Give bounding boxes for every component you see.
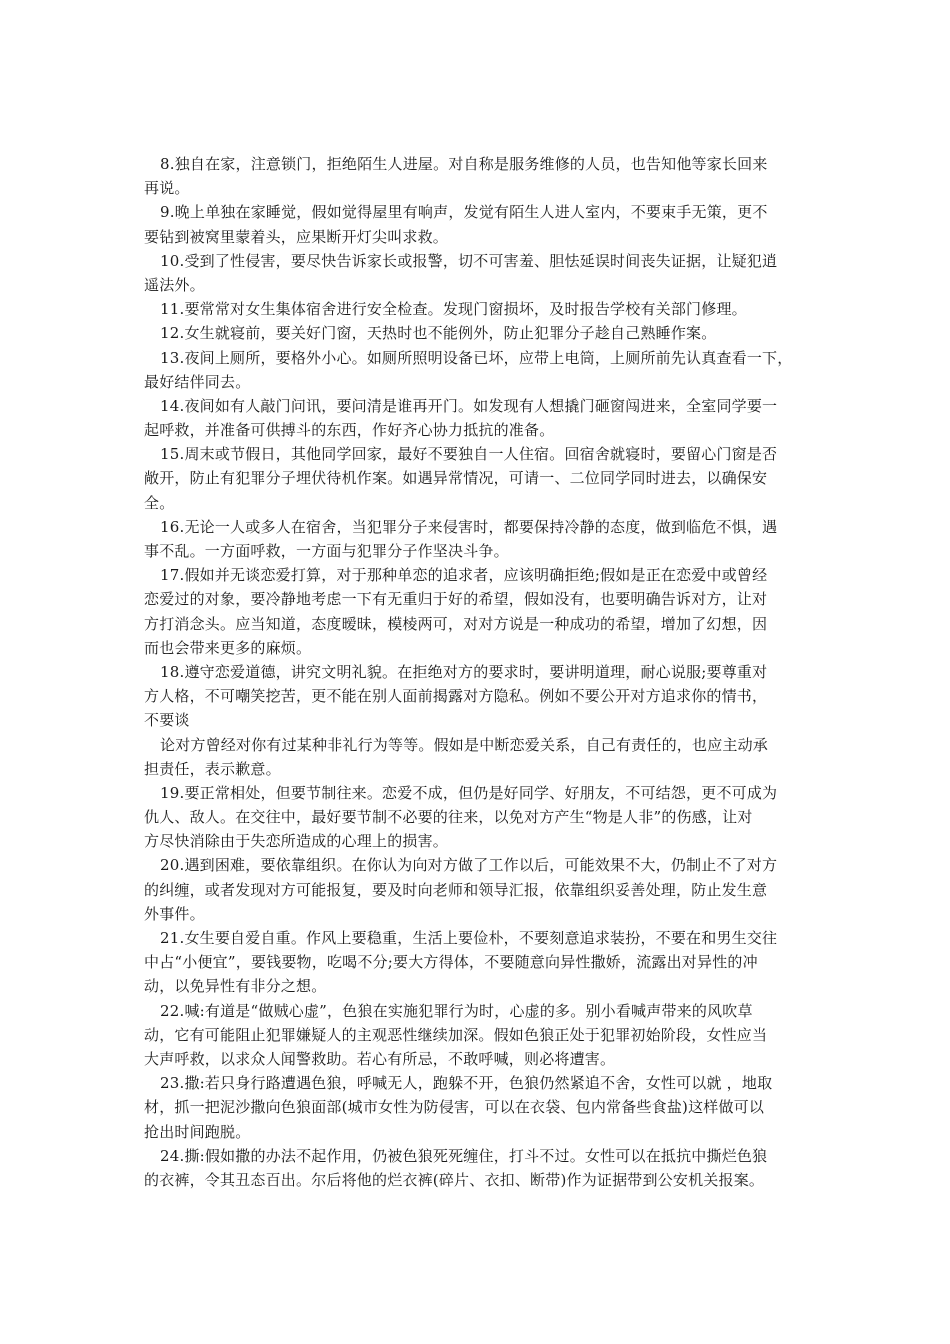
- text-line: 方尽快消除由于失恋所造成的心理上的损害。: [144, 832, 449, 851]
- text-line: 起呼救，并准备可供搏斗的东西，作好齐心协力抵抗的准备。: [144, 421, 555, 440]
- text-line: 不要谈: [144, 711, 190, 730]
- text-line: 23.撒:若只身行路遭遇色狼，呼喊无人，跑躲不开，色狼仍然紧追不舍，女性可以就 ，地取: [160, 1074, 773, 1093]
- text-line: 事不乱。一方面呼救，一方面与犯罪分子作坚决斗争。: [144, 542, 509, 560]
- text-line: 20.遇到困难，要依靠组织。在你认为向对方做了工作以后，可能效果不大，仍制止不了对方: [160, 856, 778, 875]
- text-line: 15.周末或节假日，其他同学回家，最好不要独自一人住宿。回宿舍就寝时，要留心门窗是否: [160, 445, 778, 464]
- text-line: 18.遵守恋爱道德，讲究文明礼貌。在拒绝对方的要求时，要讲明道理，耐心说服;要尊重对: [160, 662, 768, 681]
- text-line: 17.假如并无谈恋爱打算，对于那种单恋的追求者，应该明确拒绝;假如是正在恋爱中或曾经: [160, 566, 768, 585]
- text-line: 21.女生要自爱自重。作风上要稳重，生活上要俭朴，不要刻意追求装扮，不要在和男生交往: [160, 929, 778, 947]
- text-line: 遥法外。: [144, 275, 205, 294]
- text-line: 8.独自在家，注意锁门，拒绝陌生人进屋。对自称是服务维修的人员，也告知他等家长回来: [160, 155, 768, 173]
- text-line: 而也会带来更多的麻烦。: [144, 638, 312, 657]
- text-line: 11.要常常对女生集体宿舍进行安全检查。发现门窗损坏，及时报告学校有关部门修理。: [160, 300, 747, 319]
- text-line: 的纠缠，或者发现对方可能报复，要及时向老师和领导汇报，依靠组织妥善处理，防止发生意: [144, 880, 768, 899]
- text-line: 方人格，不可嘲笑挖苦，更不能在别人面前揭露对方隐私。例如不要公开对方追求你的情书，: [144, 687, 768, 706]
- text-line: 抢出时间跑脱。: [144, 1122, 251, 1141]
- text-line: 10.受到了性侵害，要尽快告诉家长或报警，切不可害羞、胆怯延误时间丧失证据，让疑犯逍: [160, 251, 778, 270]
- text-line: 12.女生就寝前，要关好门窗，天热时也不能例外，防止犯罪分子趁自己熟睡作案。: [160, 324, 717, 343]
- text-line: 中占“小便宜”，要钱要物，吃喝不分;要大方得体，不要随意向异性撒娇，流露出对异性的冲: [144, 953, 758, 972]
- text-line: 要钻到被窝里蒙着头，应果断开灯尖叫求救。: [144, 227, 449, 246]
- text-line: 16.无论一人或多人在宿舍，当犯罪分子来侵害时，都要保持冷静的态度，做到临危不惧，遇: [160, 517, 778, 536]
- text-line: 动，它有可能阻止犯罪嫌疑人的主观恶性继续加深。假如色狼正处于犯罪初始阶段，女性应当: [144, 1025, 768, 1044]
- text-line: 外事件。: [144, 904, 205, 923]
- text-line: 的衣裤，令其丑态百出。尔后将他的烂衣裤(碎片、衣扣、断带)作为证据带到公安机关报案。: [144, 1170, 765, 1189]
- text-line: 恋爱过的对象，要冷静地考虑一下有无重归于好的希望，假如没有，也要明确告诉对方，让对: [144, 590, 768, 609]
- text-line: 14.夜间如有人敲门问讯，要问清是谁再开门。如发现有人想撬门砸窗闯进来，全室同学要一: [160, 396, 778, 415]
- text-line: 13.夜间上厕所，要格外小心。如厕所照明设备已坏，应带上电筒，上厕所前先认真查看一下，: [160, 348, 793, 367]
- text-line: 24.撕:假如撒的办法不起作用，仍被色狼死死缠住，打斗不过。女性可以在抵抗中撕烂色狼: [160, 1146, 768, 1165]
- text-line: 9.晚上单独在家睡觉，假如觉得屋里有响声，发觉有陌生人进人室内，不要束手无策，更不: [160, 203, 768, 222]
- text-line: 19.要正常相处，但要节制往来。恋爱不成，但仍是好同学、好朋友，不可结怨，更不可成为: [160, 783, 778, 802]
- text-line: 仇人、敌人。在交往中，最好要节制不必要的往来，以免对方产生“物是人非”的伤感，让对: [144, 808, 753, 827]
- document-body: [144, 152, 810, 1192]
- text-line: 大声呼救，以求众人闻警救助。若心有所忌，不敢呼喊，则必将遭害。: [144, 1049, 616, 1068]
- text-line: 动，以免异性有非分之想。: [144, 977, 327, 996]
- text-line: 材，抓一把泥沙撒向色狼面部(城市女性为防侵害，可以在衣袋、包内常备些食盐)这样做可以: [144, 1098, 765, 1117]
- text-line: 方打消念头。应当知道，态度暧昧，模棱两可，对对方说是一种成功的希望，增加了幻想，因: [144, 614, 768, 633]
- text-line: 敞开，防止有犯罪分子埋伏待机作案。如遇异常情况，可请一、二位同学同时进去，以确保安: [144, 469, 768, 488]
- text-line: 22.喊:有道是“做贼心虚”，色狼在实施犯罪行为时，心虚的多。别小看喊声带来的风吹草: [160, 1001, 753, 1020]
- text-line: 最好结伴同去。: [144, 372, 251, 391]
- text-line: 全。: [144, 493, 175, 512]
- text-line: 论对方曾经对你有过某种非礼行为等等。假如是中断恋爱关系，自己有责任的，也应主动承: [160, 735, 769, 754]
- text-line: 再说。: [144, 179, 190, 198]
- text-line: 担责任，表示歉意。: [144, 759, 281, 778]
